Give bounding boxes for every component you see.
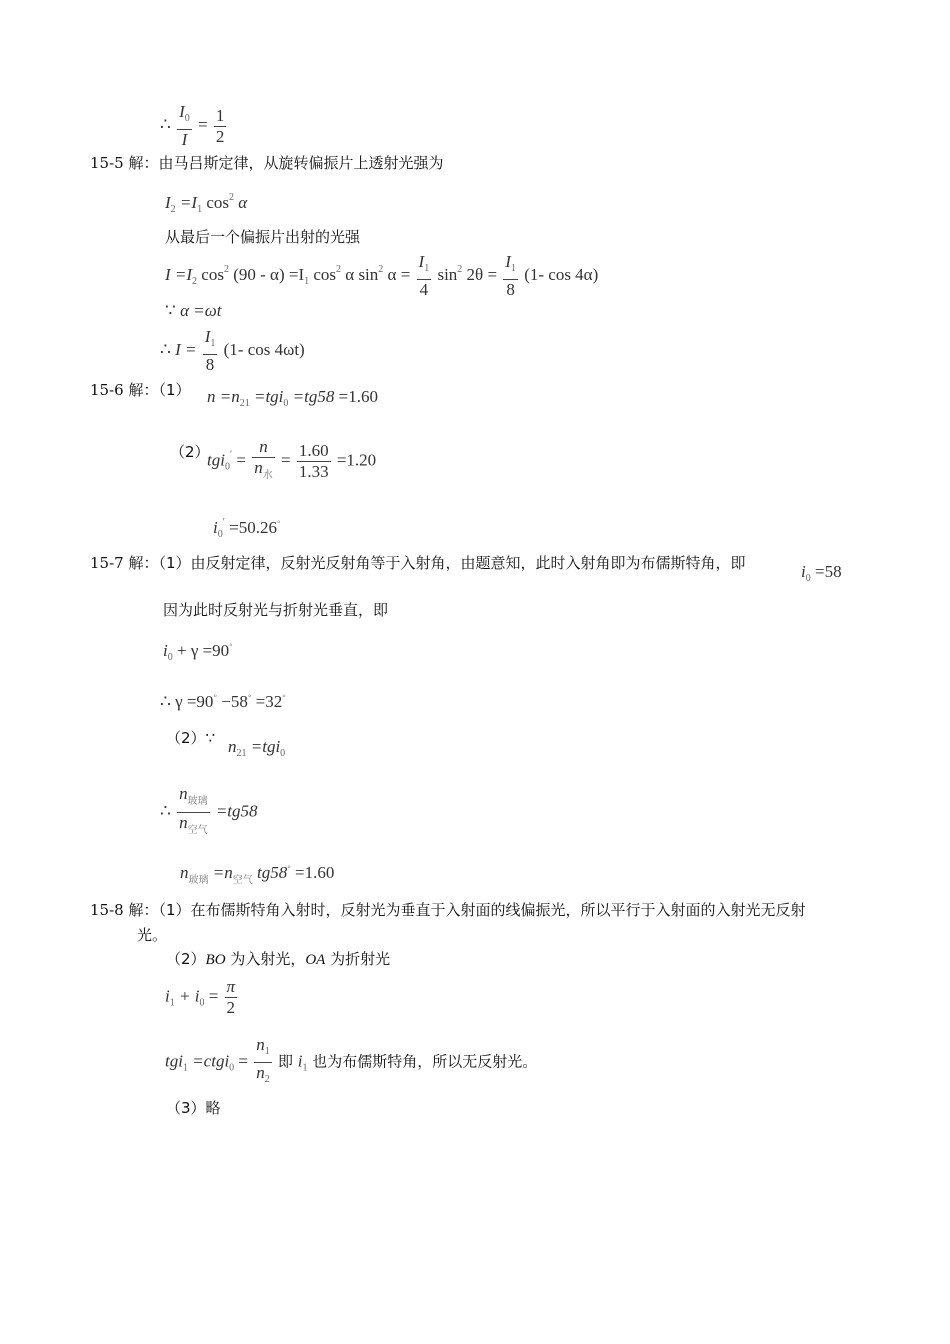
denominator: 8 (205, 355, 215, 374)
eq-intensity-time (160, 327, 305, 375)
math-term: γ =90 (175, 692, 214, 711)
problem-label: 15-8 解： (90, 901, 159, 919)
subscript: 1 (169, 997, 175, 1009)
fraction-i1-over-4 (417, 252, 432, 300)
numerator: π (226, 977, 236, 996)
math-term: i (213, 518, 218, 537)
math-term: α = (387, 264, 411, 284)
math-term: =1.60 (338, 387, 378, 406)
fraction-one-half (214, 106, 227, 147)
math-term: α =ωt (180, 301, 222, 320)
numerator: n (256, 1035, 265, 1054)
math-term: I =I (165, 264, 193, 284)
superscript: ◦ (229, 640, 233, 651)
math-term: =32 (255, 692, 283, 711)
subscript: 21 (236, 748, 247, 759)
superscript: ◦ (282, 691, 286, 702)
part-2-description (166, 949, 390, 970)
ray-label-bo: BO (205, 952, 226, 968)
eq-glass-air-ratio (160, 784, 258, 841)
denominator: n (254, 458, 263, 477)
fraction-n1-over-n2 (254, 1035, 272, 1090)
math-term: cos (313, 264, 337, 284)
text-perpendicular: 因为此时反射光与折射光垂直，即 (163, 601, 389, 619)
superscript: 2 (378, 263, 384, 275)
eq-i0-58 (801, 562, 842, 589)
part-label: （1） (158, 381, 191, 399)
subscript: 0 (184, 113, 190, 124)
subscript: 空气 (187, 825, 208, 836)
text-segment: 也为布儒斯特角，所以无反射光。 (307, 1052, 538, 1071)
math-term: α (238, 193, 248, 212)
denominator: 2 (215, 126, 225, 146)
superscript: ◦ (247, 691, 252, 702)
problem-label: 15-5 解： (90, 154, 159, 172)
math-term: = (236, 450, 246, 470)
numerator: 1.60 (298, 441, 329, 460)
fraction-i1-over-8 (203, 327, 218, 375)
math-term: 2θ = (466, 264, 498, 284)
math-term: =1.20 (336, 450, 377, 470)
denominator: I (181, 130, 188, 149)
subscript: 1 (424, 263, 430, 274)
math-term: = (208, 986, 219, 1006)
subscript: 玻璃 (187, 796, 208, 807)
superscript: 2 (336, 263, 342, 275)
subscript: 1 (210, 338, 216, 349)
ray-label-oa: OA (305, 952, 326, 968)
eq-angle-sum (165, 977, 239, 1018)
math-term: cos (206, 193, 229, 212)
problem-15-6-heading (90, 380, 191, 400)
math-term: i (165, 986, 170, 1006)
eq-i0-prime-value (213, 513, 281, 545)
math-term: (90 - α) =I (233, 264, 305, 284)
therefore-symbol: ∴ (160, 114, 171, 134)
subscript: 21 (239, 398, 250, 409)
math-term: =ctgi (192, 1051, 230, 1071)
math-term: (1- cos 4ωt) (223, 339, 305, 359)
superscript: ◦ (287, 862, 291, 873)
subscript: 0 (280, 748, 286, 759)
eq-alpha-omega (165, 301, 221, 321)
math-term: tg58 (256, 863, 288, 882)
eq-ratio (160, 102, 228, 150)
math-term: =tg58 (292, 387, 335, 406)
subscript: 0 (217, 529, 223, 540)
numerator: I (179, 102, 185, 121)
problem-label: 15-6 解： (90, 381, 159, 399)
part-label-2-because: （2）∵ (166, 729, 216, 747)
math-term: =tg58 (215, 801, 258, 821)
eq-n-glass-value (180, 858, 334, 891)
numerator: 1 (215, 105, 225, 125)
superscript: 2 (228, 192, 234, 203)
part-3-omitted: （3）略 (166, 1099, 221, 1117)
eq-tg-ctg (165, 1035, 537, 1090)
fraction-pi-over-2 (225, 977, 238, 1018)
subscript: 0 (167, 652, 173, 663)
problem-text: （1）在布儒斯特角入射时，反射光为垂直于入射面的线偏振光，所以平行于入射面的入射光无反射 (158, 901, 806, 919)
therefore-symbol: ∴ (160, 692, 171, 711)
math-term: I = (175, 339, 197, 359)
fraction-i0-over-i (177, 102, 192, 150)
math-term: tgi (207, 450, 225, 470)
subscript: 1 (197, 204, 203, 215)
because-symbol: ∵ (165, 301, 176, 320)
math-term: n (228, 737, 237, 756)
subscript: 0 (283, 398, 289, 409)
text-final-intensity: 从最后一个偏振片出射的光强 (165, 228, 361, 246)
math-term: tgi (165, 1051, 183, 1071)
equals: = (198, 114, 208, 134)
math-term: = (280, 450, 291, 470)
math-term: =tgi (250, 737, 281, 756)
problem-text: （1）由反射定律，反射光反射角等于入射角，由题意知，此时入射角即为布儒斯特角，即 (158, 554, 746, 572)
subscript: 1 (264, 1046, 270, 1057)
problem-label: 15-7 解： (90, 554, 159, 572)
text-segment: 为入射光， (225, 950, 306, 968)
eq-brewster-index (207, 387, 378, 414)
subscript: 2 (170, 204, 176, 215)
subscript: 1 (304, 275, 310, 287)
subscript: 空气 (232, 875, 253, 886)
fraction-n-over-nwater (252, 437, 275, 486)
superscript: ′ (229, 449, 233, 461)
math-term: i (297, 1051, 303, 1071)
fraction-i1-over-8 (503, 252, 518, 300)
math-term: sin (437, 264, 458, 284)
part-label: （2） (166, 950, 206, 968)
subscript: 0 (199, 997, 205, 1009)
eq-malus (165, 188, 247, 220)
math-term: =tgi (253, 387, 284, 406)
therefore-symbol: ∴ (160, 801, 171, 821)
denominator: n (256, 1063, 265, 1082)
math-term: + γ =90 (176, 641, 230, 660)
math-term: −58 (221, 692, 248, 711)
numerator: I (418, 252, 425, 271)
subscript: 玻璃 (188, 875, 209, 886)
problem-text: 由马吕斯定律，从旋转偏振片上透射光强为 (158, 154, 444, 172)
math-term: α sin (345, 264, 379, 284)
subscript: 2 (192, 275, 198, 287)
numerator: I (505, 252, 511, 271)
math-term: =1.60 (295, 863, 335, 882)
text-segment: 为折射光 (325, 950, 391, 968)
superscript: ◦ (213, 691, 217, 702)
superscript: ◦ (277, 517, 281, 528)
problem-15-7-heading (90, 553, 746, 573)
eq-n21 (228, 737, 285, 764)
numerator: I (204, 327, 211, 346)
problem-text-continued: 光。 (137, 926, 168, 944)
math-term: n (180, 863, 189, 882)
denominator: 8 (506, 280, 515, 299)
math-term: =58 (814, 562, 842, 581)
subscript: 0 (805, 573, 811, 584)
subscript: 2 (264, 1074, 270, 1085)
math-term: = (238, 1051, 249, 1071)
superscript: 2 (457, 263, 463, 275)
superscript: 2 (223, 263, 229, 275)
math-term: i (163, 641, 168, 660)
therefore-symbol: ∴ (160, 339, 171, 359)
eq-gamma-value (160, 687, 286, 712)
math-term: + i (178, 986, 200, 1006)
subscript: 0 (229, 1062, 235, 1074)
math-term: =I (179, 193, 198, 212)
numerator: n (252, 437, 275, 458)
denominator: n (179, 813, 188, 832)
denominator: 4 (419, 280, 429, 299)
denominator: 2 (226, 998, 236, 1017)
subscript: 水 (262, 470, 273, 481)
numerator: n (179, 784, 188, 803)
math-term: i (801, 562, 806, 581)
eq-final-intensity (165, 252, 598, 300)
part-label-2: （2） (170, 443, 210, 461)
math-term: cos (201, 264, 224, 284)
denominator: 1.33 (298, 462, 329, 481)
eq-tg-i0-prime (207, 437, 376, 486)
text-segment: 即 (278, 1052, 298, 1071)
eq-i0-plus-gamma (163, 636, 233, 668)
problem-15-5-heading (90, 153, 443, 173)
subscript: 1 (302, 1062, 308, 1074)
math-term: n =n (207, 387, 240, 406)
fraction-glass-over-air (177, 784, 210, 841)
problem-15-8-heading (90, 900, 806, 920)
fraction-160-over-133 (297, 441, 331, 482)
math-term: I (165, 193, 171, 212)
subscript: 0 (224, 461, 230, 473)
math-term: =n (212, 863, 233, 882)
subscript: 1 (182, 1062, 188, 1074)
math-term: (1- cos 4α) (524, 264, 599, 284)
math-term: =50.26 (229, 518, 278, 537)
superscript: ′ (222, 517, 225, 528)
subscript: 1 (510, 263, 516, 274)
